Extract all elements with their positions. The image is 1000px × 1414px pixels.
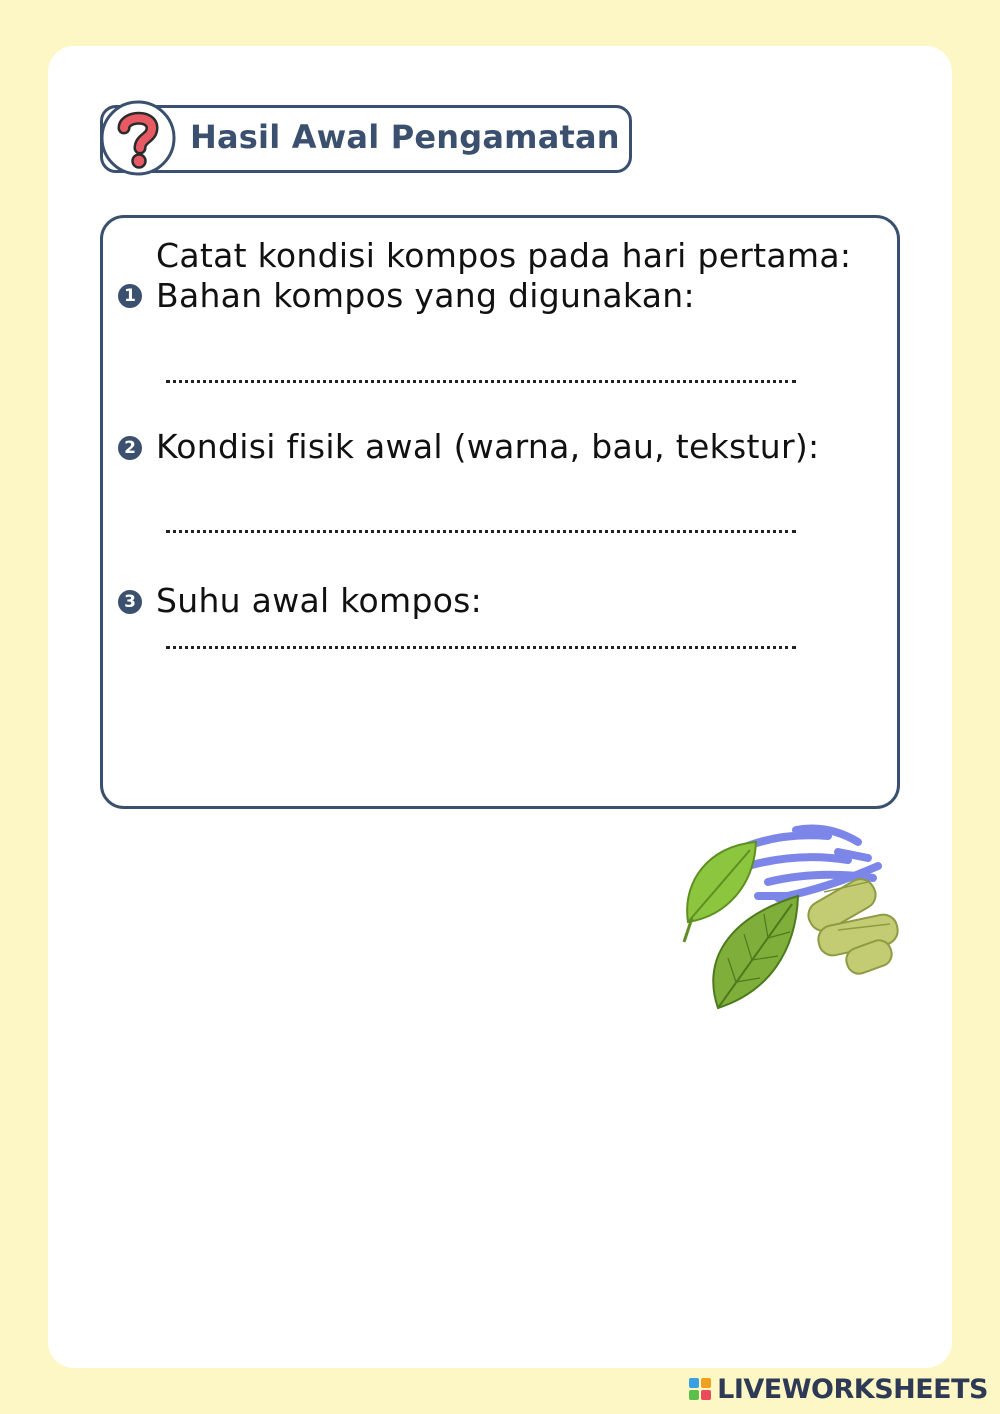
answer-line-1[interactable] — [166, 376, 796, 383]
liveworksheets-watermark — [689, 1374, 988, 1404]
instruction-intro: Catat kondisi kompos pada hari pertama: — [156, 236, 852, 275]
answer-line-2[interactable] — [166, 526, 796, 533]
item-number-3: 3 — [118, 590, 142, 614]
item-label-3: Suhu awal kompos: — [156, 581, 483, 620]
compost-leaves-illustration — [678, 822, 906, 1012]
question-mark-icon — [100, 100, 176, 176]
item-number-1: 1 — [118, 284, 142, 308]
liveworksheets-logo-icon — [689, 1378, 711, 1400]
watermark-text: LIVEWORKSHEETS — [717, 1373, 988, 1405]
item-number-2: 2 — [118, 436, 142, 460]
answer-line-3[interactable] — [166, 642, 796, 649]
page-title: Hasil Awal Pengamatan — [190, 118, 620, 156]
item-label-1: Bahan kompos yang digunakan: — [156, 276, 695, 315]
item-label-2: Kondisi fisik awal (warna, bau, tekstur): — [156, 427, 820, 466]
